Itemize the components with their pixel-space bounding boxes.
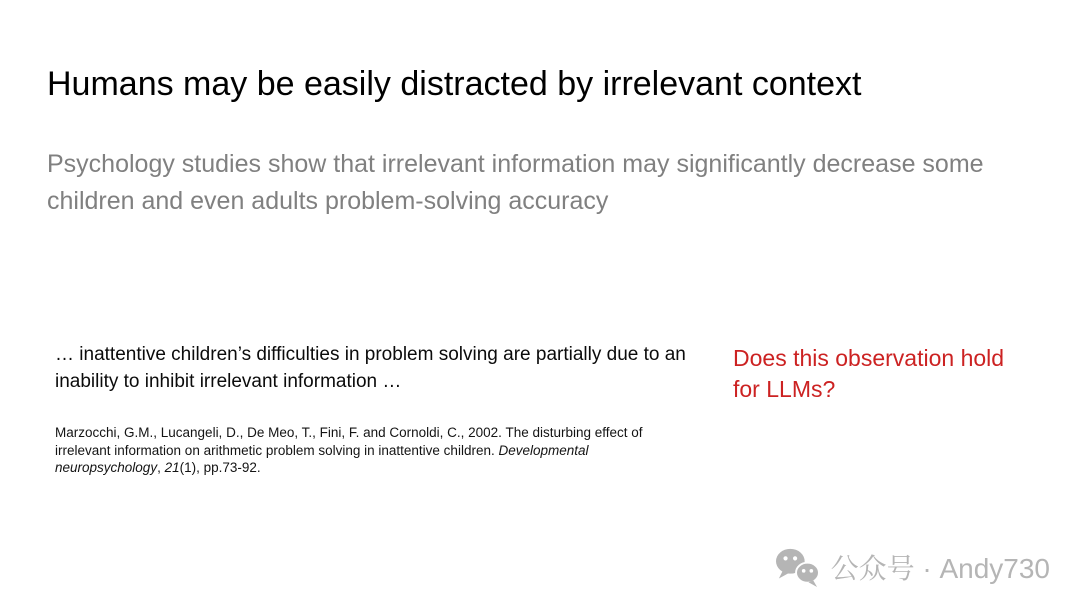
highlight-question: Does this observation hold for LLMs? [733, 345, 1005, 402]
citation-journal-name: Developmental neuropsychology [55, 442, 589, 475]
citation-text-after: (1), pp.73-92. [179, 460, 261, 475]
citation-volume: 21 [164, 460, 180, 475]
citation-separator: , [157, 460, 165, 475]
watermark-label: 公众号 · Andy730 [830, 553, 1050, 584]
slide-subtitle: Psychology studies show that irrelevant information may significantly decrease some children and even adults problem-solving accuracy [47, 150, 984, 215]
slide-title: Humans may be easily distracted by irrelevant context [47, 65, 862, 103]
watermark [772, 546, 1050, 588]
reference-citation [55, 424, 660, 477]
wechat-icon [772, 546, 822, 588]
research-quote: … inattentive children’s difficulties in problem solving are partially due to an inability to inhibit irrelevant information … [55, 344, 686, 392]
citation-text-before: Marzocchi, G.M., Lucangeli, D., De Meo, T., Fini, F. and Cornoldi, C., 2002. The disturbing effect of irrelevant information on arithmetic problem solving in inattentive children. [55, 425, 643, 458]
